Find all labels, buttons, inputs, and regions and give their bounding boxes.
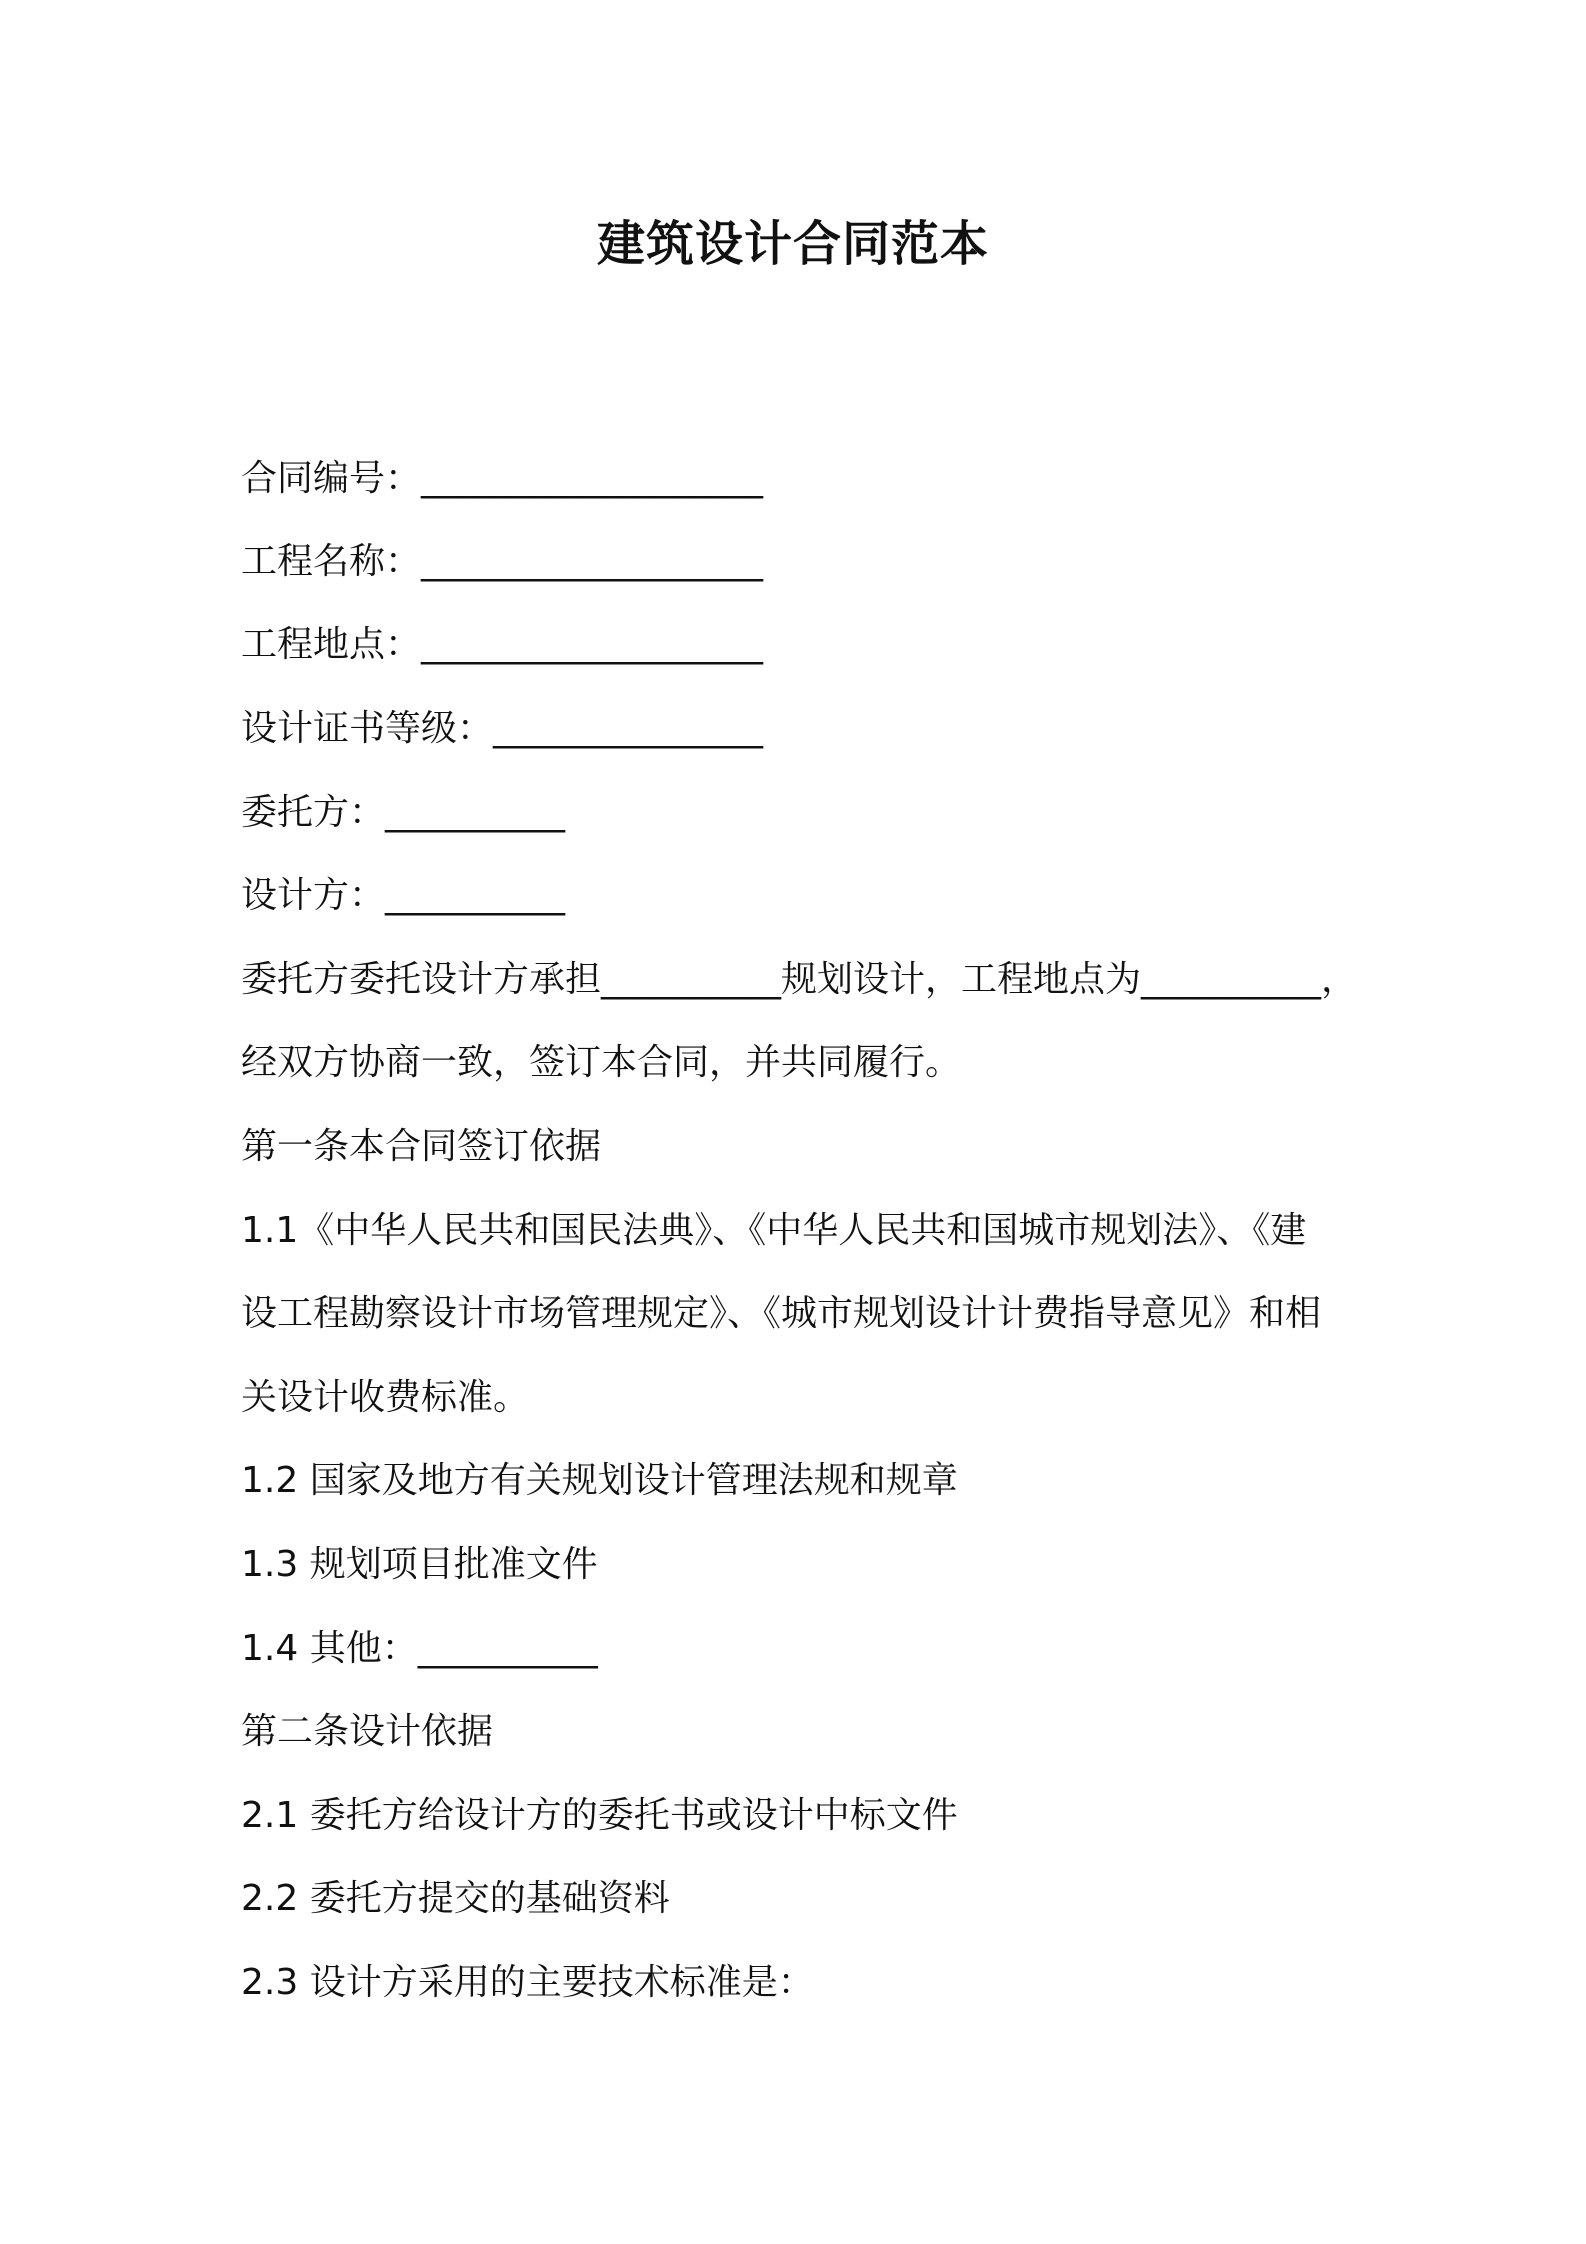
paragraph-line: 经双方协商一致，签订本合同，并共同履行。 xyxy=(241,1042,962,1083)
project-name-line: 工程名称：___________________ xyxy=(241,541,764,582)
document-title: 建筑设计合同范本 xyxy=(596,216,989,272)
clause-line: 1.4 其他：__________ xyxy=(241,1628,598,1669)
certificate-level-line: 设计证书等级：_______________ xyxy=(241,708,764,749)
clause-line: 设工程勘察设计市场管理规定》、《城市规划设计计费指导意见》和相 xyxy=(241,1293,1322,1334)
clause-line: 1.1《中华人民共和国民法典》、《中华人民共和国城市规划法》、《建 xyxy=(241,1210,1307,1251)
paragraph-line: 委托方委托设计方承担__________规划设计，工程地点为__________， xyxy=(241,959,1358,1000)
clause-line: 1.3 规划项目批准文件 xyxy=(241,1544,598,1585)
designer-line: 设计方：__________ xyxy=(241,875,566,916)
contract-number-line: 合同编号：___________________ xyxy=(241,458,764,499)
article-heading: 第一条本合同签订依据 xyxy=(241,1126,602,1167)
clause-line: 2.2 委托方提交的基础资料 xyxy=(241,1878,670,1919)
clause-line: 关设计收费标准。 xyxy=(241,1377,530,1418)
project-location-line: 工程地点：___________________ xyxy=(241,624,764,665)
clause-line: 2.3 设计方采用的主要技术标准是： xyxy=(241,1962,814,2003)
clause-line: 1.2 国家及地方有关规划设计管理法规和规章 xyxy=(241,1460,958,1501)
clause-line: 2.1 委托方给设计方的委托书或设计中标文件 xyxy=(241,1795,958,1836)
article-heading: 第二条设计依据 xyxy=(241,1711,494,1752)
client-line: 委托方：__________ xyxy=(241,792,566,833)
